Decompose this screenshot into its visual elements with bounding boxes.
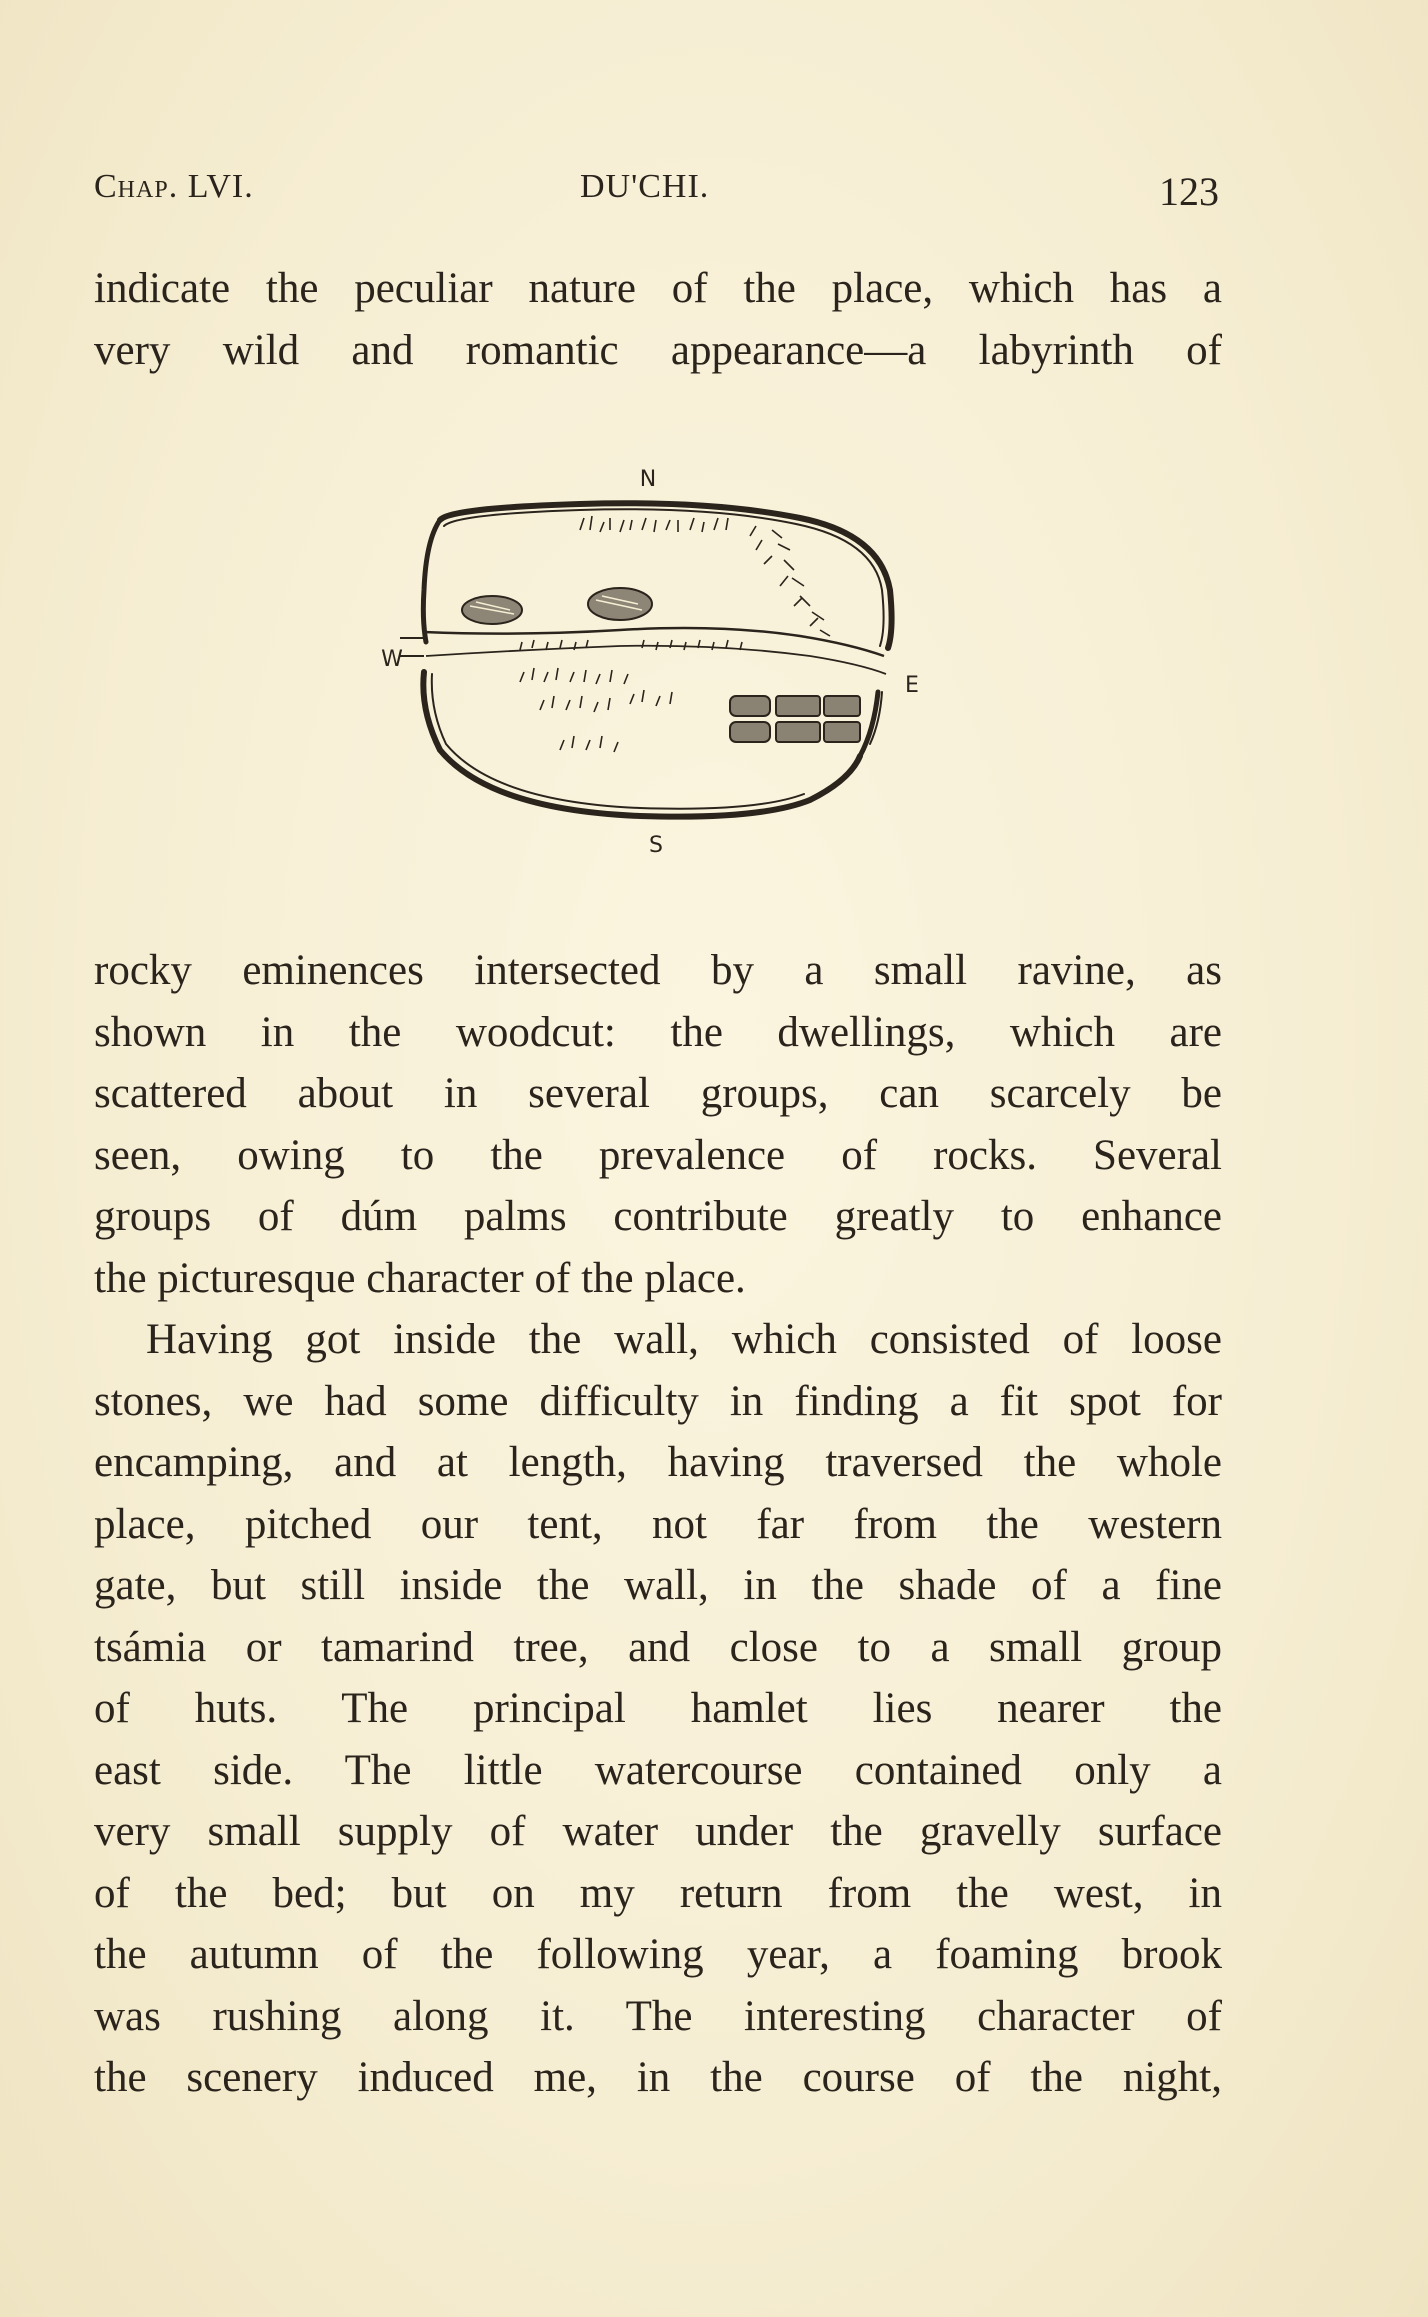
ravine (400, 628, 886, 674)
running-title: DU'CHI. (580, 168, 710, 205)
text-line: tsámia or tamarind tree, and close to a small group (94, 1623, 1222, 1671)
text-line: stones, we had some difficulty in finding a fit spot for (94, 1377, 1222, 1425)
text-line: the autumn of the following year, a foaming brook (94, 1931, 1222, 1978)
dwelling-groups (730, 696, 860, 742)
text-line: very wild and romantic appearance—a labyrinth of (94, 326, 1222, 374)
chapter-label: Chap. LVI. (94, 168, 254, 205)
text-line: was rushing along it. The interesting character of (94, 1992, 1222, 2040)
paragraph-top (94, 258, 1222, 381)
text-line: encamping, and at length, having traversed the whole (94, 1439, 1222, 1486)
text-line: groups of dúm palms contribute greatly to enhance (94, 1193, 1222, 1240)
text-line: very small supply of water under the gravelly surface (94, 1808, 1222, 1855)
paragraph-body (94, 940, 1222, 2109)
text-line: Having got inside the wall, which consisted of loose (146, 1316, 1222, 1363)
text-line: of the bed; but on my return from the west, in (94, 1869, 1222, 1917)
text-line: rocky eminences intersected by a small ravine, as (94, 947, 1222, 994)
text-line: shown in the woodcut: the dwellings, which are (94, 1008, 1222, 1056)
rock-outcrops (462, 588, 652, 624)
running-head (94, 168, 1219, 218)
text-line: the picturesque character of the place. (94, 1254, 746, 1302)
text-line: gate, but still inside the wall, in the shade of a fine (94, 1562, 1222, 1609)
text-line: indicate the peculiar nature of the place, which has a (94, 265, 1222, 312)
text-line: seen, owing to the prevalence of rocks. Several (94, 1131, 1222, 1179)
text-line: place, pitched our tent, not far from the western (94, 1500, 1222, 1548)
compass-west: W (381, 647, 403, 672)
text-line: scattered about in several groups, can scarcely be (94, 1070, 1222, 1117)
compass-south: S (649, 833, 663, 858)
page-number: 123 (1159, 169, 1219, 214)
text-line: the scenery induced me, in the course of the night, (94, 2054, 1222, 2101)
compass-east: E (905, 673, 919, 698)
woodcut-plan-figure (380, 460, 940, 860)
text-line: of huts. The principal hamlet lies nearer the (94, 1685, 1222, 1732)
enclosure-wall (423, 503, 891, 816)
compass-north: N (639, 467, 657, 492)
text-line: east side. The little watercourse contained only a (94, 1746, 1222, 1794)
